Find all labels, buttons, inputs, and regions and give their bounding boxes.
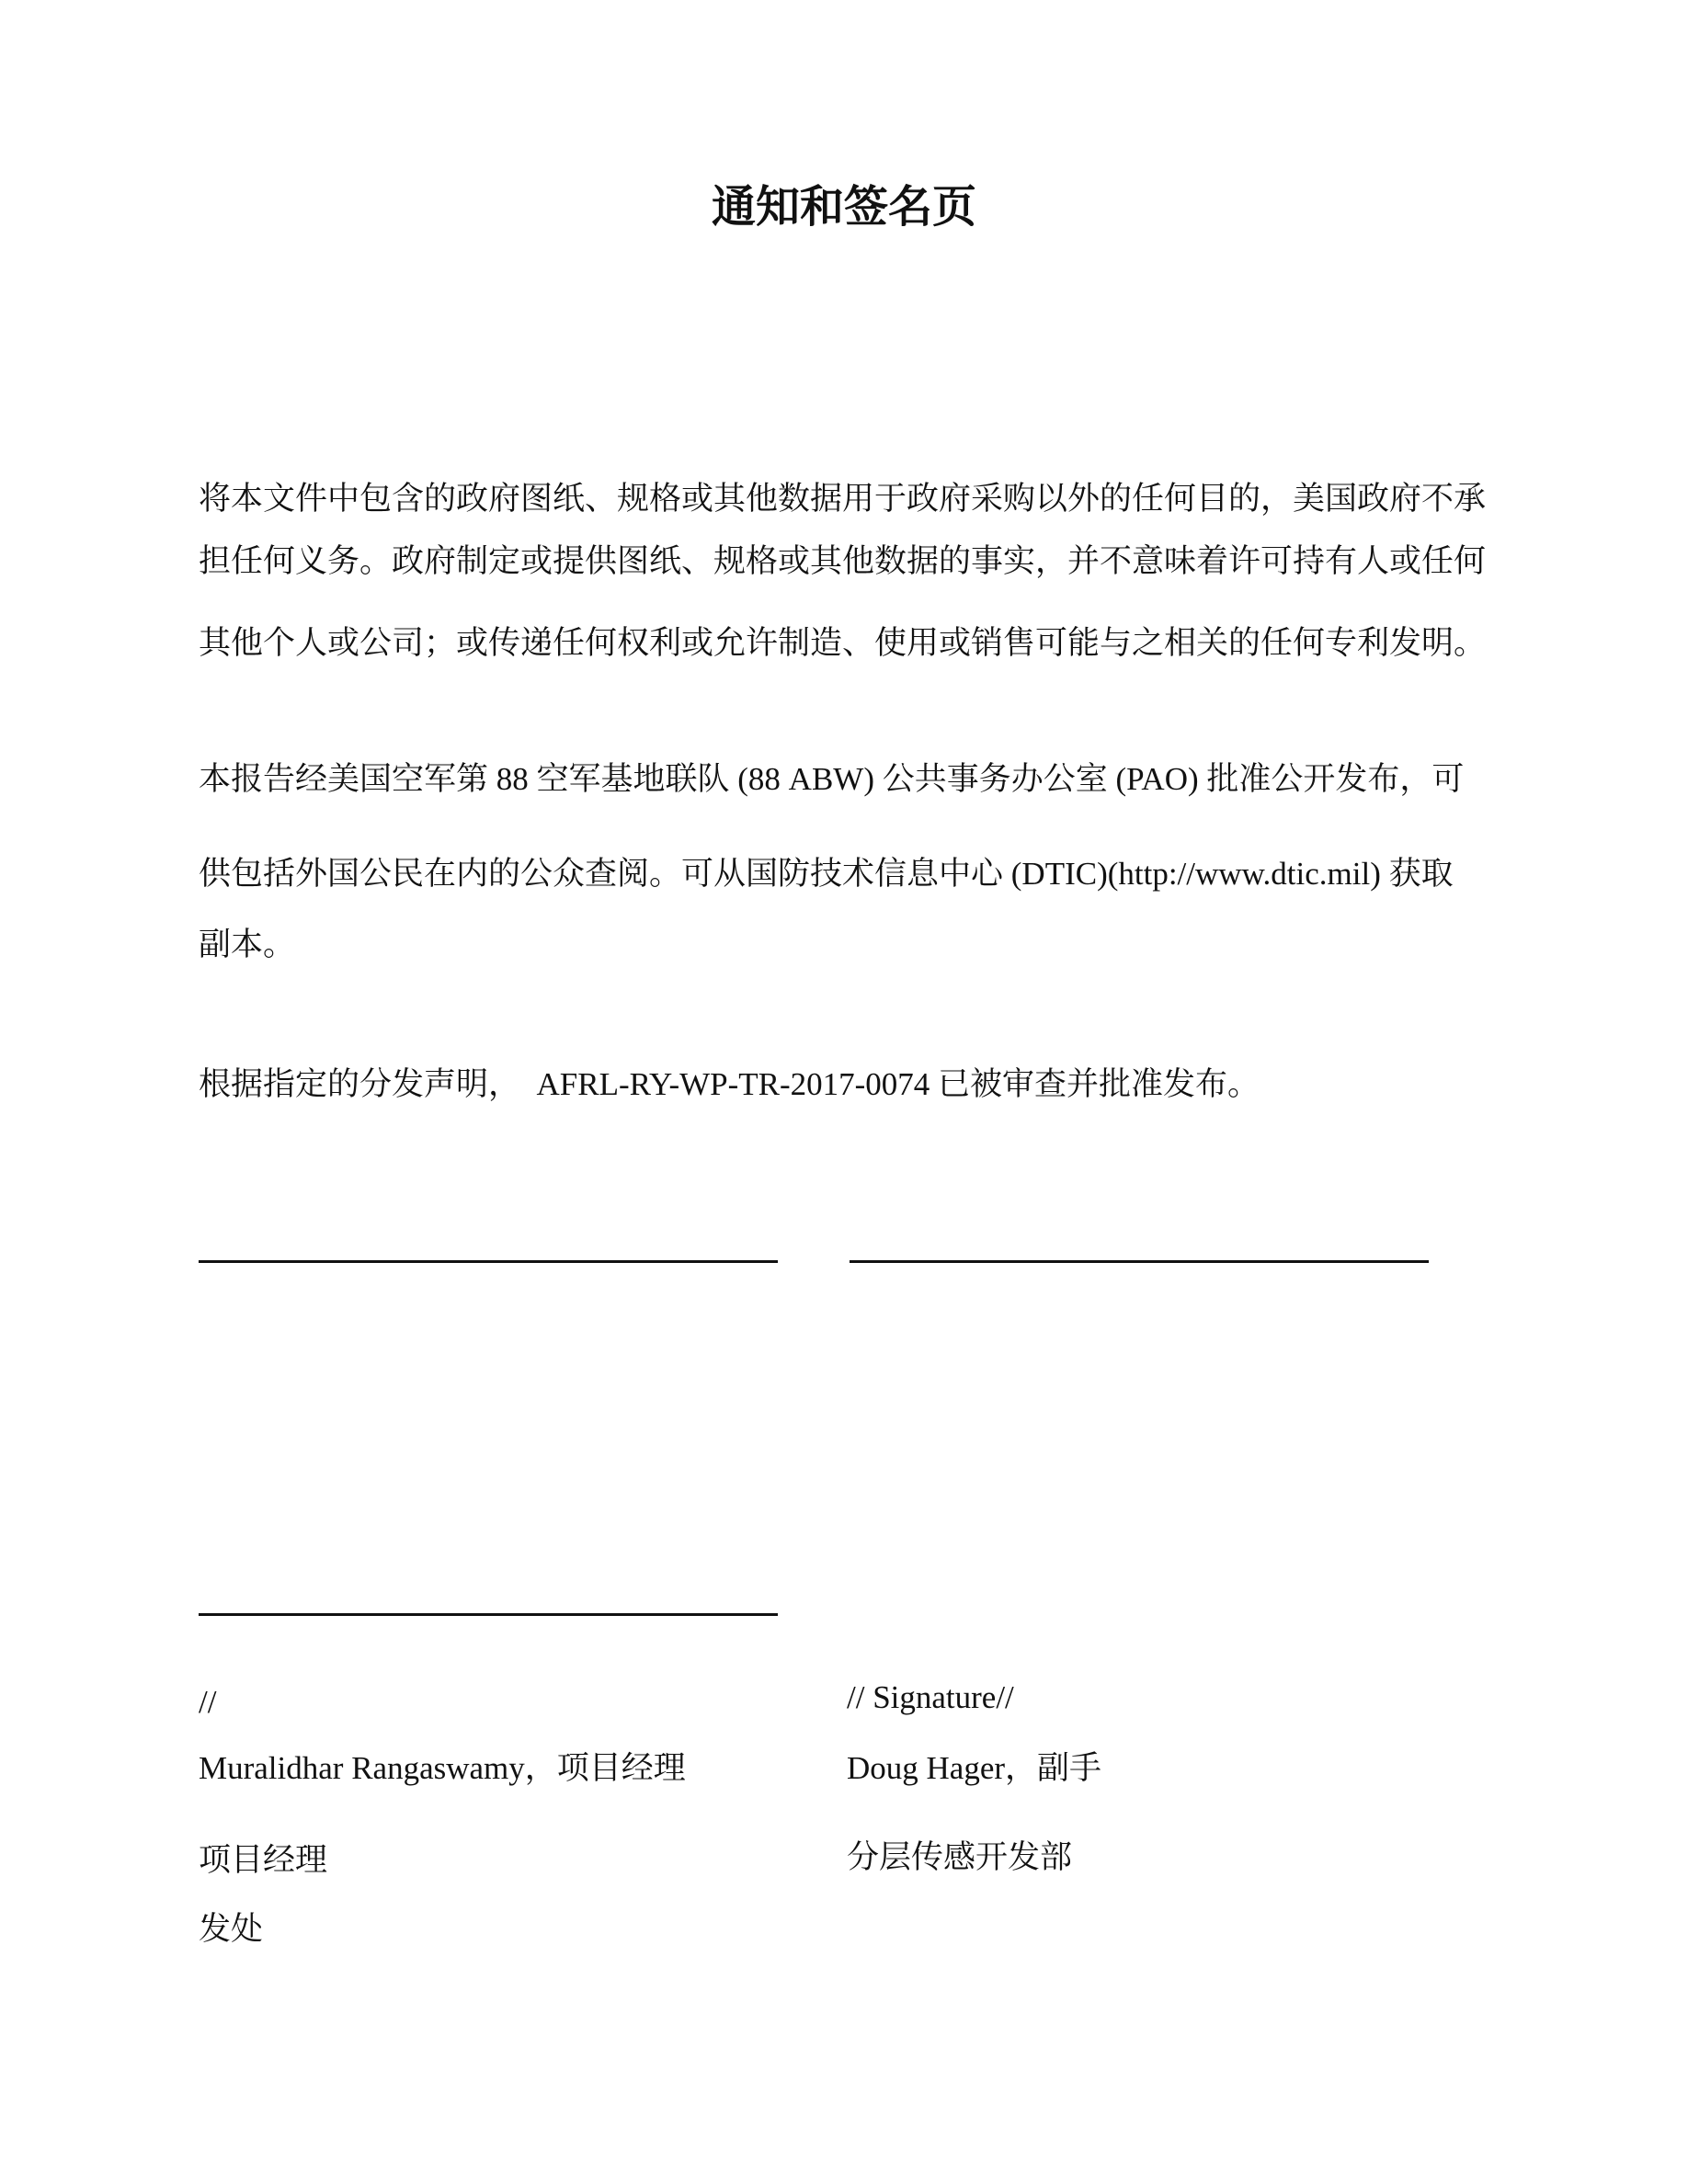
disclaimer-line-3: 其他个人或公司；或传递任何权利或允许制造、使用或销售可能与之相关的任何专利发明。 <box>199 625 1487 662</box>
release-line-1 <box>199 758 1464 801</box>
wing-number: 88 <box>488 761 537 797</box>
distribution-text: 根据指定的分发声明， <box>199 1066 521 1103</box>
release-text: 本报告经美国空军第 <box>199 761 489 798</box>
release-line-2 <box>199 853 1454 895</box>
left-signer-name-line <box>199 1748 686 1789</box>
distribution-text: 已被审查并批准发布。 <box>938 1066 1260 1103</box>
release-text: 供包括外国公民在内的公众查阅。可从国防技术信息中心 <box>199 856 1004 893</box>
release-text: 空军基地联队 <box>536 761 730 798</box>
signature-line-left-top <box>199 1260 778 1263</box>
disclaimer-line-2: 担任何义务。政府制定或提供图纸、规格或其他数据的事实，并不意味着许可持有人或任何 <box>199 543 1487 580</box>
release-text: 公共事务办公室 <box>882 761 1108 798</box>
report-number: AFRL-RY-WP-TR-2017-0074 <box>520 1066 939 1102</box>
left-signer-office: 发处 <box>199 1911 264 1948</box>
left-signer-name: Muralidhar Rangaswamy <box>199 1750 525 1786</box>
left-signer-title: 项目经理 <box>199 1842 328 1879</box>
pao-abbrev: (PAO) <box>1107 761 1207 797</box>
release-line-3: 副本。 <box>199 927 296 963</box>
right-signer-division: 分层传感开发部 <box>847 1839 1073 1876</box>
release-text: 获取 <box>1388 856 1454 893</box>
disclaimer-line-1: 将本文件中包含的政府图纸、规格或其他数据用于政府采购以外的任何目的，美国政府不承 <box>199 481 1487 518</box>
release-text: 批准公开发布，可 <box>1206 761 1465 798</box>
right-signature-mark: // Signature// <box>847 1679 1014 1715</box>
dtic-link: (DTIC)(http://www.dtic.mil) <box>1003 856 1389 892</box>
abw-abbrev: (88 ABW) <box>729 761 883 797</box>
right-signer-name-line <box>847 1748 1101 1789</box>
left-signer-role: ，项目经理 <box>524 1750 686 1787</box>
right-signer-role: ，副手 <box>1005 1750 1102 1787</box>
page-title: 通知和签名页 <box>711 181 976 233</box>
right-signer-name: Doug Hager <box>847 1750 1006 1786</box>
signature-line-left-bottom <box>199 1613 778 1616</box>
distribution-line <box>199 1064 1260 1106</box>
left-signature-mark: // <box>199 1684 217 1720</box>
signature-line-right-top <box>850 1260 1429 1263</box>
